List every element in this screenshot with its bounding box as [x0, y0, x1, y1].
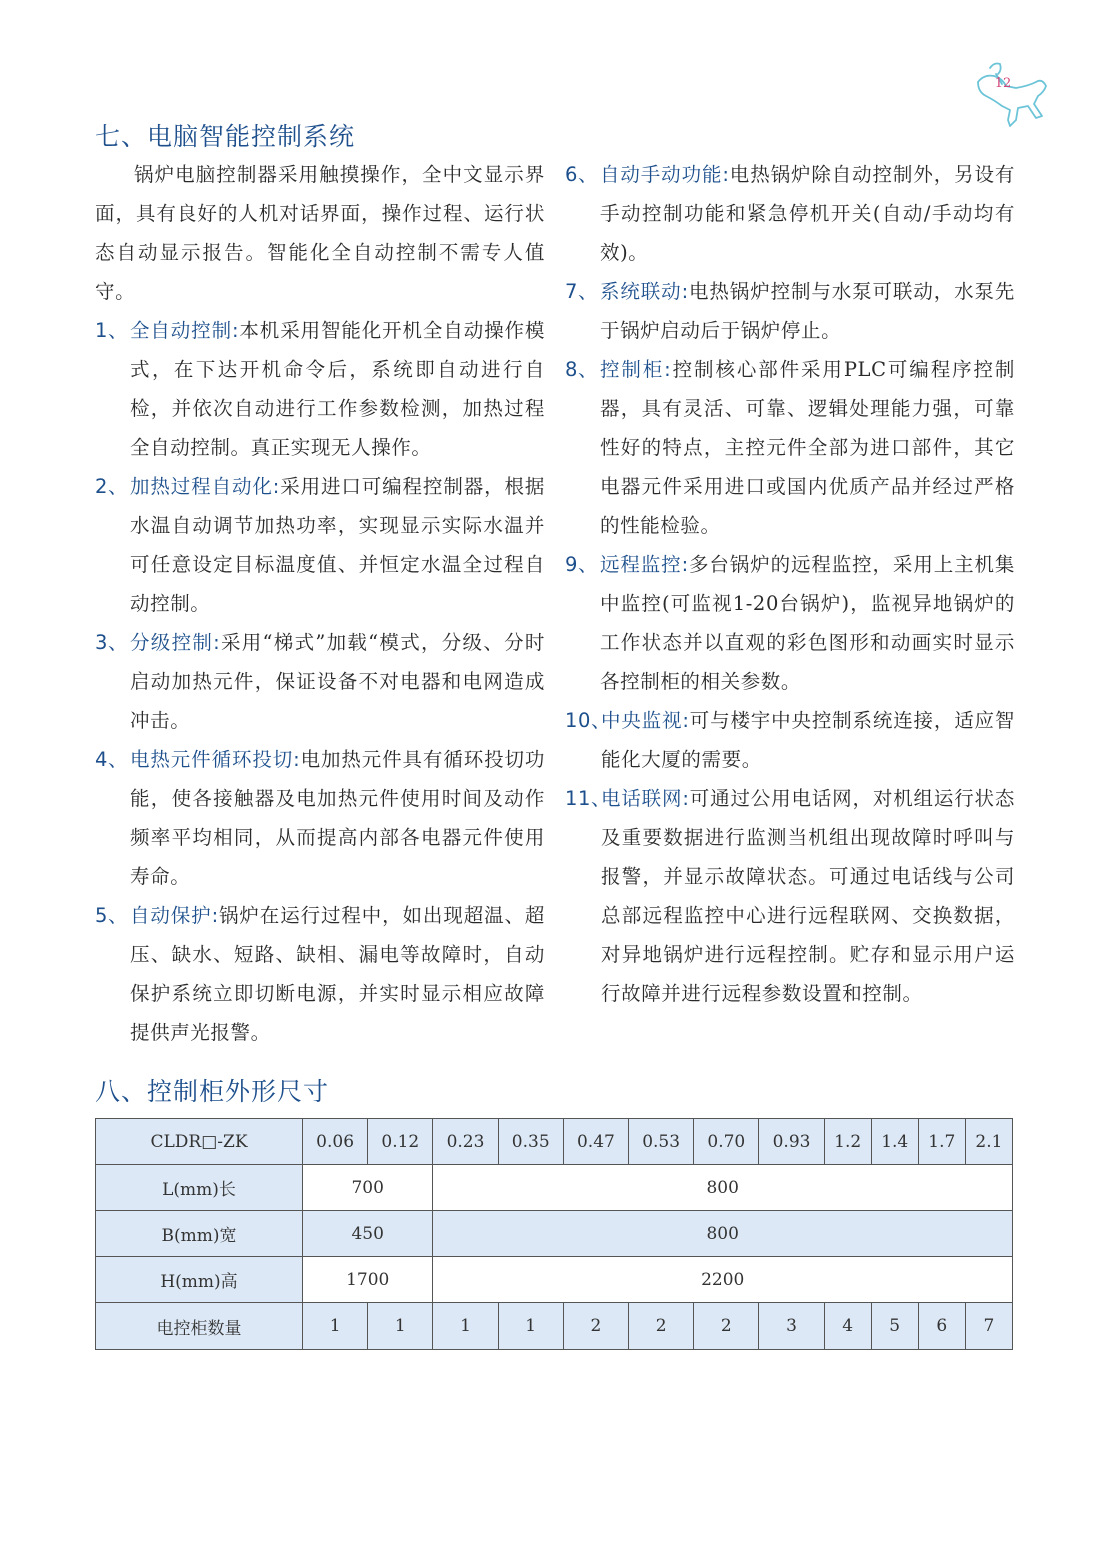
item-heading: 加热过程自动化:	[130, 475, 280, 498]
table-cell: 800	[433, 1211, 1013, 1257]
list-item	[95, 623, 545, 740]
table-cell: 0.47	[563, 1119, 628, 1165]
table-cell: 7	[965, 1303, 1012, 1350]
item-text: 锅炉在运行过程中，如出现超温、超压、缺水、短路、缺相、漏电等故障时，自动保护系统立即切断电源，并实时显示相应故障提供声光报警。	[130, 904, 545, 1044]
item-heading: 系统联动:	[600, 280, 689, 303]
table-row	[96, 1257, 1013, 1303]
item-heading: 自动手动功能:	[600, 163, 730, 186]
table-cell: 0.93	[759, 1119, 824, 1165]
table-cell: 1	[498, 1303, 563, 1350]
list-item	[565, 701, 1015, 779]
table-row	[96, 1165, 1013, 1211]
table-cell: 4	[824, 1303, 871, 1350]
table-cell: 3	[759, 1303, 824, 1350]
table-cell: 700	[303, 1165, 433, 1211]
table-cell: 1700	[303, 1257, 433, 1303]
table-cell: 0.12	[368, 1119, 433, 1165]
item-number: 1、	[95, 319, 129, 342]
item-text: 电热锅炉除自动控制外，另设有手动控制功能和紧急停机开关(自动/手动均有效)。	[600, 163, 1015, 264]
table-row	[96, 1303, 1013, 1350]
list-item	[95, 896, 545, 1052]
item-heading: 远程监控:	[600, 553, 689, 576]
item-text: 本机采用智能化开机全自动操作模式，在下达开机命令后，系统即自动进行自检，并依次自动进行工作参数检测，加热过程全自动控制。真正实现无人操作。	[130, 319, 545, 459]
item-number: 7、	[565, 280, 599, 303]
table-cell: 0.53	[629, 1119, 694, 1165]
table-cell: 1	[368, 1303, 433, 1350]
table-cell: 2200	[433, 1257, 1013, 1303]
section-7-title: 七、电脑智能控制系统	[95, 122, 356, 151]
item-number: 11、	[565, 787, 612, 810]
item-number: 5、	[95, 904, 129, 927]
item-heading: 自动保护:	[130, 904, 219, 927]
table-cell: 2	[629, 1303, 694, 1350]
item-number: 8、	[565, 358, 599, 381]
item-heading: 电热元件循环投切:	[130, 748, 301, 771]
list-item	[95, 467, 545, 623]
list-item	[565, 155, 1015, 272]
table-cell: 1.7	[918, 1119, 965, 1165]
dimensions-table	[95, 1118, 1013, 1350]
table-cell: 1	[303, 1303, 368, 1350]
item-number: 3、	[95, 631, 129, 654]
item-text: 电加热元件具有循环投切功能，使各接触器及电加热元件使用时间及动作频率平均相同，从而提高内部各电器元件使用寿命。	[130, 748, 545, 888]
item-heading: 电话联网:	[601, 787, 690, 810]
list-item	[565, 350, 1015, 545]
table-cell: 800	[433, 1165, 1013, 1211]
table-row-header: B(mm)宽	[96, 1211, 303, 1257]
table-cell: 1	[433, 1303, 498, 1350]
item-text: 可通过公用电话网，对机组运行状态及重要数据进行监测当机组出现故障时呼叫与报警，并显示故障状态。可通过电话线与公司总部远程监控中心进行远程联网、交换数据，对异地锅炉进行远程控制。贮存和显示用户运行故障并进行远程参数设置和控制。	[601, 787, 1015, 1005]
table-row	[96, 1211, 1013, 1257]
item-text: 多台锅炉的远程监控，采用上主机集中监控(可监视1-20台锅炉)，监视异地锅炉的工作状态并以直观的彩色图形和动画实时显示各控制柜的相关参数。	[600, 553, 1015, 693]
list-item	[95, 311, 545, 467]
item-number: 2、	[95, 475, 129, 498]
table-cell: 0.35	[498, 1119, 563, 1165]
item-text: 采用进口可编程控制器，根据水温自动调节加热功率，实现显示实际水温并可任意设定目标温度值、并恒定水温全过程自动控制。	[130, 475, 545, 615]
table-row-header: L(mm)长	[96, 1165, 303, 1211]
horse-rider-logo	[972, 56, 1052, 134]
table-cell: 1.4	[871, 1119, 918, 1165]
left-column	[95, 155, 545, 1052]
list-item	[565, 272, 1015, 350]
item-heading: 中央监视:	[601, 709, 690, 732]
table-cell: 2.1	[965, 1119, 1012, 1165]
table-cell: 1.2	[824, 1119, 871, 1165]
item-number: 4、	[95, 748, 129, 771]
item-text: 电热锅炉控制与水泵可联动，水泵先于锅炉启动后于锅炉停止。	[600, 280, 1015, 342]
item-heading: 分级控制:	[130, 631, 221, 654]
item-text: 可与楼宇中央控制系统连接，适应智能化大厦的需要。	[601, 709, 1015, 771]
table-row-header: CLDR□-ZK	[96, 1119, 303, 1165]
item-text: 采用“梯式”加载“模式，分级、分时启动加热元件，保证设备不对电器和电网造成冲击。	[130, 631, 545, 732]
intro-paragraph: 锅炉电脑控制器采用触摸操作，全中文显示界面，具有良好的人机对话界面，操作过程、运行状态自动显示报告。智能化全自动控制不需专人值守。	[95, 163, 545, 303]
table-cell: 5	[871, 1303, 918, 1350]
item-heading: 控制柜:	[600, 358, 672, 381]
item-heading: 全自动控制:	[130, 319, 240, 342]
list-item	[565, 779, 1015, 1013]
table-cell: 0.06	[303, 1119, 368, 1165]
table-cell: 0.70	[694, 1119, 759, 1165]
table-cell: 450	[303, 1211, 433, 1257]
page-number: 12	[994, 76, 1012, 91]
table-row	[96, 1119, 1013, 1165]
item-number: 9、	[565, 553, 599, 576]
right-column	[565, 155, 1015, 1013]
item-text: 控制核心部件采用PLC可编程序控制器，具有灵活、可靠、逻辑处理能力强，可靠性好的特点，主控元件全部为进口部件，其它电器元件采用进口或国内优质产品并经过严格的性能检验。	[600, 358, 1015, 537]
table-row-header: H(mm)高	[96, 1257, 303, 1303]
table-cell: 2	[694, 1303, 759, 1350]
list-item	[95, 740, 545, 896]
table-cell: 6	[918, 1303, 965, 1350]
table-cell: 2	[563, 1303, 628, 1350]
list-item	[565, 545, 1015, 701]
table-row-header: 电控柜数量	[96, 1303, 303, 1350]
table-cell: 0.23	[433, 1119, 498, 1165]
section-8-title: 八、控制柜外形尺寸	[95, 1077, 330, 1106]
item-number: 10、	[565, 709, 612, 732]
item-number: 6、	[565, 163, 599, 186]
